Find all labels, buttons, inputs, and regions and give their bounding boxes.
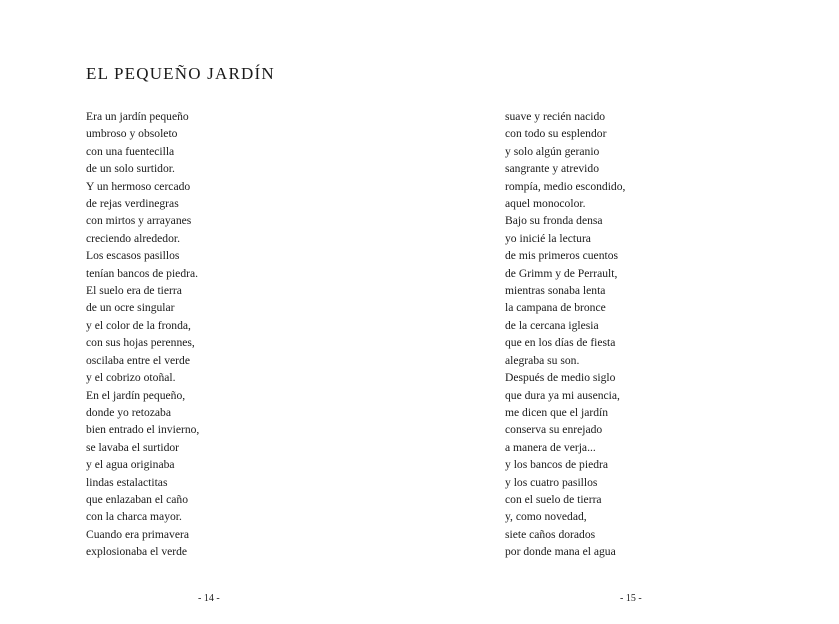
verse-line: con sus hojas perennes, — [86, 336, 195, 350]
verse-line: de mis primeros cuentos — [505, 249, 619, 263]
verse-line: y el agua originaba — [86, 458, 175, 472]
verse-line: Después de medio siglo — [505, 371, 616, 385]
verse-line: creciendo alrededor. — [86, 231, 180, 245]
verse-line: de un ocre singular — [86, 301, 175, 315]
verse-line: de rejas verdinegras — [86, 197, 179, 211]
verse-line: oscilaba entre el verde — [86, 353, 190, 367]
verse-line: la campana de bronce — [505, 301, 606, 315]
page-number-left: - 14 - — [198, 593, 220, 604]
verse-line: y, como novedad, — [505, 510, 587, 524]
verse-line: con mirtos y arrayanes — [86, 214, 192, 228]
verse-line: explosionaba el verde — [86, 545, 188, 559]
verse-line: Cuando era primavera — [86, 527, 190, 541]
verse-line: y los cuatro pasillos — [505, 475, 598, 489]
verse-line: bien entrado el invierno, — [86, 423, 200, 437]
verse-line: que enlazaban el caño — [86, 492, 189, 506]
verse-line: me dicen que el jardín — [505, 405, 609, 419]
verse-line: Bajo su fronda densa — [505, 214, 603, 228]
verse-line: tenían bancos de piedra. — [86, 266, 199, 280]
verse-line: con una fuentecilla — [86, 144, 175, 158]
verse-line: lindas estalactitas — [86, 475, 168, 489]
right-page-verse — [505, 108, 625, 561]
verse-line: suave y recién nacido — [505, 110, 606, 123]
verse-line: de un solo surtidor. — [86, 162, 175, 176]
verse-line: conserva su enrejado — [505, 423, 603, 437]
verse-line: y el color de la fronda, — [86, 318, 191, 332]
left-page-verse — [86, 108, 199, 561]
verse-line: En el jardín pequeño, — [86, 388, 186, 402]
verse-line: con la charca mayor. — [86, 510, 182, 524]
verse-line: Los escasos pasillos — [86, 249, 180, 263]
verse-line: yo inicié la lectura — [505, 231, 591, 245]
verse-line: mientras sonaba lenta — [505, 284, 606, 298]
verse-line: y solo algún geranio — [505, 144, 600, 158]
verse-line: que dura ya mi ausencia, — [505, 388, 620, 402]
verse-line: por donde mana el agua — [505, 545, 616, 559]
verse-line: aquel monocolor. — [505, 197, 586, 211]
verse-line: donde yo retozaba — [86, 405, 171, 419]
verse-line: con todo su esplendor — [505, 127, 607, 141]
verse-line: alegraba su son. — [505, 353, 580, 367]
verse-line: de la cercana iglesia — [505, 318, 599, 332]
verse-line: rompía, medio escondido, — [505, 179, 626, 193]
verse-line: El suelo era de tierra — [86, 284, 182, 298]
verse-line: con el suelo de tierra — [505, 492, 602, 506]
verse-line: a manera de verja... — [505, 440, 596, 454]
verse-line: de Grimm y de Perrault, — [505, 266, 618, 280]
verse-line: y el cobrizo otoñal. — [86, 371, 176, 385]
page-number-right: - 15 - — [620, 593, 642, 604]
verse-line: Era un jardín pequeño — [86, 110, 189, 123]
verse-line: siete caños dorados — [505, 527, 596, 541]
verse-line: se lavaba el surtidor — [86, 440, 180, 454]
verse-line: sangrante y atrevido — [505, 162, 600, 176]
verse-line: que en los días de fiesta — [505, 336, 616, 350]
verse-line: y los bancos de piedra — [505, 458, 609, 472]
poem-title: EL PEQUEÑO JARDÍN — [86, 64, 275, 83]
verse-line: Y un hermoso cercado — [86, 179, 191, 193]
verse-line: umbroso y obsoleto — [86, 127, 178, 141]
